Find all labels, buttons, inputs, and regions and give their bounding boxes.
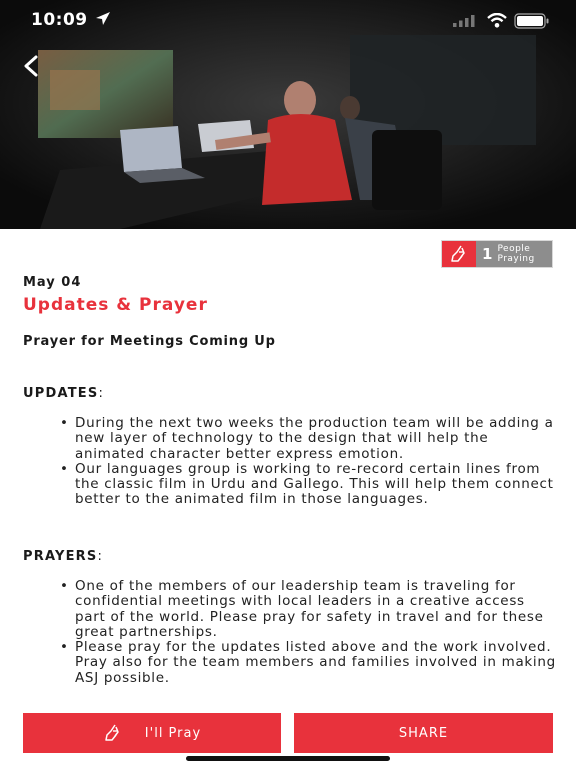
- list-item: • During the next two weeks the production team will be adding a new layer of technology to the design that will help the animated character better express emotion.: [58, 416, 558, 462]
- ill-pray-button[interactable]: [23, 713, 281, 753]
- share-button[interactable]: [294, 713, 553, 753]
- list-item: • Our languages group is working to re-record certain lines from the classic film in Urdu and Gallego. This will help them connect better to the animated film in those languages.: [58, 462, 558, 508]
- praying-count-area: [476, 241, 552, 267]
- post-title: Updates & Prayer: [23, 295, 208, 315]
- praying-label: [497, 244, 534, 264]
- praying-label-line1: People: [497, 244, 531, 254]
- updates-heading-colon: :: [98, 386, 105, 401]
- updates-list: [58, 416, 558, 508]
- home-indicator[interactable]: [186, 756, 390, 761]
- status-time: 10:09: [31, 10, 88, 30]
- praying-hands-icon: [103, 723, 123, 743]
- share-label: SHARE: [398, 725, 449, 741]
- back-button[interactable]: [20, 54, 44, 78]
- updates-heading-text: UPDATES: [23, 386, 99, 401]
- battery-icon: [514, 13, 550, 29]
- location-arrow-icon: [95, 11, 111, 27]
- prayers-list: [58, 579, 558, 686]
- praying-count: 1: [482, 245, 493, 263]
- praying-hands-icon: [442, 241, 476, 267]
- prayers-heading-text: PRAYERS: [23, 549, 98, 564]
- post-subtitle: Prayer for Meetings Coming Up: [23, 334, 276, 349]
- signal-icon: [453, 15, 475, 27]
- status-bar: [0, 0, 576, 44]
- wifi-icon: [487, 13, 507, 28]
- praying-label-line2: Praying: [497, 254, 535, 264]
- updates-heading: [23, 386, 104, 401]
- prayers-heading: [23, 549, 103, 564]
- post-date: May 04: [23, 275, 82, 290]
- ill-pray-label: I'll Pray: [144, 725, 202, 741]
- list-item: • One of the members of our leadership team is traveling for confidential meetings with local leaders in a creative access part of the world. Please pray for safety in travel and for these great partnerships.: [58, 579, 558, 640]
- list-item: • Please pray for the updates listed above and the work involved. Pray also for the team members and families involved in making ASJ possible.: [58, 640, 558, 686]
- prayers-heading-colon: :: [97, 549, 104, 564]
- people-praying-badge[interactable]: [441, 240, 553, 268]
